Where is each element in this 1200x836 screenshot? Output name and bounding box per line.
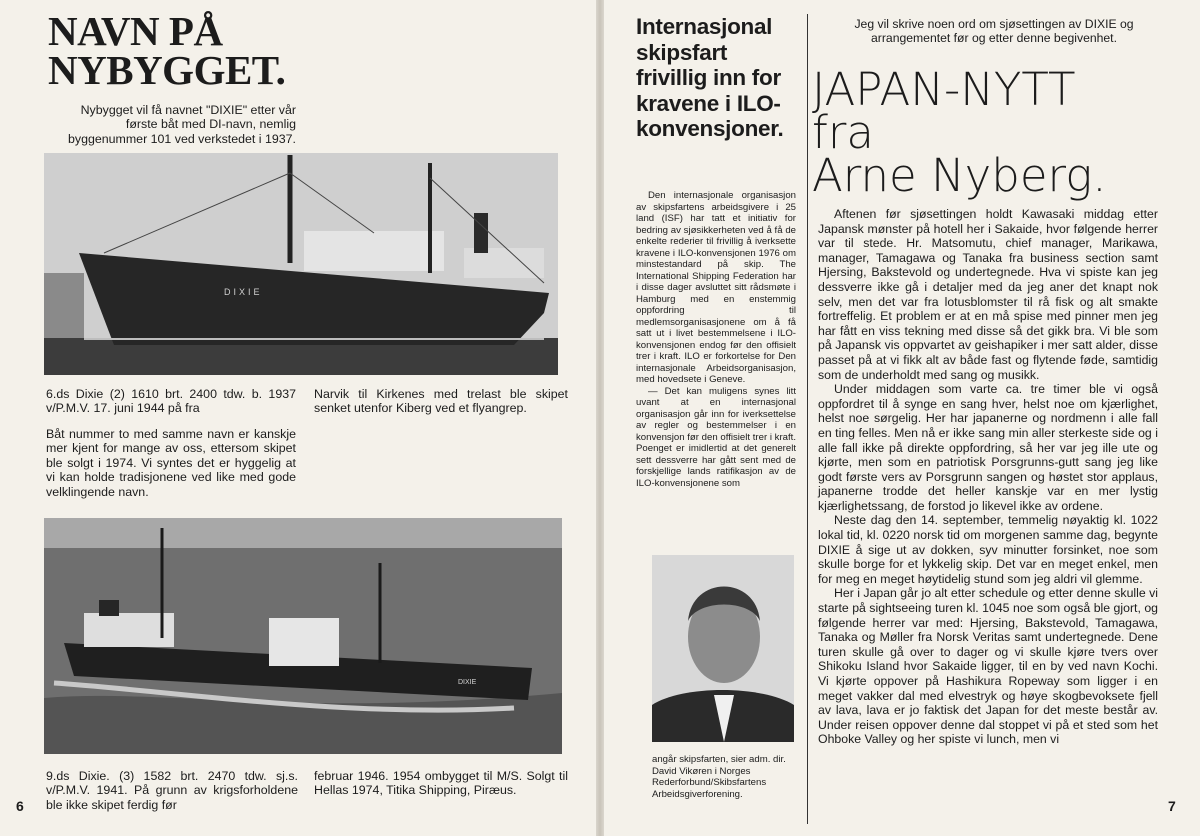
- page-number-left: 6: [16, 798, 24, 814]
- ilo-paragraph-2: — Det kan muligens synes litt uvant at en internasjonal organisasjon går inn for iverksettelse av regler og bestemmelser i en konvensjon før den offisielt trer i kraft. Poenget er imidlertid at det generelt sett dessverre har gått sent med de forskjellige lands ratifikasjon av de ILO-konvensjonene som: [636, 385, 796, 489]
- ship-photo-dixie-3: [44, 518, 562, 754]
- portrait-photo-vikoren: [652, 555, 794, 742]
- photo1-caption-right: Narvik til Kirkenes med trelast ble skipet senket utenfor Kiberg ved et flyangrep.: [314, 387, 568, 416]
- page-number-right: 7: [1168, 798, 1176, 814]
- japan-article-body: [818, 207, 1158, 747]
- japan-paragraph: Neste dag den 14. september, temmelig nøyaktig kl. 1022 lokal tid, kl. 0220 norsk tid om morgenen samme dag, begynte DIXIE å sige ut av dokken, syv minutter forsinket, noe som skulle borge for et lykkelig skip. Det var en meget enkel, men for meg en meget høytidelig stund som jeg aldri vil glemme.: [818, 513, 1158, 586]
- photo2-caption-right: februar 1946. 1954 ombygget til M/S. Solgt til Hellas 1974, Titika Shipping, Piræus.: [314, 769, 568, 798]
- photo2-caption-left: 9.ds Dixie. (3) 1582 brt. 2470 tdw. sj.s. v/P.M.V. 1941. På grunn av krigsforholdene ble ikke skipet ferdig før: [46, 769, 298, 812]
- japan-paragraph: Aftenen før sjøsettingen holdt Kawasaki middag etter Japansk mønster på hotell her i Sakaide, hvor følgende herrer var til stede. Hr. Matsomutu, chief manager, Marikawa, manager, Tamagawa og Tanaka fra business section samt Hjersing, Bakstevold og undertegnede. Hva vi spiste kan jeg dessverre ikke gå i detaljer med da jeg aner det knapt nok selv, men det var fra lotusblomster til rå fisk og alt smakte fortreffelig. Et problem er at en må spise med pinner men jeg har fått en viss tekning med disse så det gikk bra. Vi ble som på Japansk vis oppvartet av geishapiker i mer satt alder, disse passet på at vi fikk alt av både fast og flytende føde, samtidig som de underholdt med sang og musikk.: [818, 207, 1158, 382]
- ilo-headline: Internasjonal skipsfart frivillig inn for kravene i ILO-konvensjoner.: [636, 14, 784, 141]
- japan-headline-line1: JAPAN-NYTT: [812, 63, 1076, 116]
- ilo-paragraph-1: Den internasjonale organisasjon av skipsfartens arbeidsgivere i 25 land (ISF) har tatt et initiativ for bedring av sjøsikkerheten ved å få de enkelte rederier til frivillig å iverksette kravene i ILO-konvensjonen 1976 om minstestandard på skip. The International Shipping Federation har i disse dager avsluttet sitt rådsmøte i Hamburg med en enstemmig oppfordring til medlemsorganisasjonene om å få satt ut i livet bestemmelsene i ILO-konvensjonen endog før den offisielt trer i kraft. ILO er forkortelse for Den internasjonale Arbeidsorganisasjon, med hovedsete i Geneve.: [636, 190, 796, 385]
- japan-paragraph: Under middagen som varte ca. tre timer ble vi også oppfordret til å synge en sang hver, helst noe om kjærlighet, helst noe sørgelig. Her har japanerne og nordmenn i alle fall en ting felles. Men nå er ikke sang min aller sterkeste side og i alle fall ikke på direkte oppfordring, så her var jeg ille ute og kjørte, men som en patriotisk Porsgrunns-gutt sang jeg like godt første vers av Porsgrunn sangen og høstet stor applaus, japanerne trodde det heller kanskje var en mer lystig kjærlighetssang, de forstod jo likevel ikke av ordene.: [818, 382, 1158, 513]
- photo1-caption-left: 6.ds Dixie (2) 1610 brt. 2400 tdw. b. 1937 v/P.M.V. 17. juni 1944 på fra: [46, 387, 296, 416]
- column-rule: [807, 14, 808, 824]
- japan-paragraph: Her i Japan går jo alt etter schedule og etter denne skulle vi starte på sightseeing turen kl. 1045 noe som også ble gjort, og følgende herrer var med: Hjersing, Bakstevold, Tamagawa, Tanaka og Møller fra Norsk Veritas samt undertegnede. Dene turen skulle gå over to dager og vi skulle kjøre tvers over Shikoku Island hvor Sakaide ligger, til en by ved navn Kochi. Vi kjørte oppover på Hashikura Ropeway som ligger i en meget vakker dal med elvestryk og høye skogbevoksete fjell av lava, lava er jo faktisk det Japan for det meste består av. Under reisen oppover denne dal stoppet vi på et sted som het Ohboke Valley og her spiste vi lunch, men vi: [818, 586, 1159, 747]
- japan-headline-line3: Arne Nyberg.: [812, 149, 1107, 202]
- ship-name-2: DIXIE: [458, 679, 477, 686]
- left-headline: NAVN PÅ NYBYGGET.: [48, 8, 286, 93]
- ship-photo-dixie-2: [44, 153, 558, 375]
- portrait-caption: angår skipsfarten, sier adm. dir. David Vikøren i Norges Rederforbund/Skibsfartens Arbeidsgiverforening.: [652, 754, 786, 800]
- japan-headline: [812, 63, 1162, 202]
- left-body-text: Båt nummer to med samme navn er kanskje mer kjent for mange av oss, ettersom skipet ble solgt i 1974. Vi syntes det er hyggelig at vi kan holde tradisjonene ved like med gode velklingende navn.: [46, 427, 296, 499]
- ilo-article-body: [636, 190, 796, 489]
- left-intro-text: Nybygget vil få navnet "DIXIE" etter vår første båt med DI-navn, nemlig byggenummer 101 ved verkstedet i 1937.: [68, 103, 296, 146]
- ship-name-1: DIXIE: [224, 287, 263, 297]
- japan-headline-line2: fra: [812, 106, 874, 159]
- japan-intro-text: Jeg vil skrive noen ord om sjøsettingen av DIXIE og arrangementet før og etter denne begivenhet.: [854, 17, 1134, 46]
- page-gutter: [596, 0, 604, 836]
